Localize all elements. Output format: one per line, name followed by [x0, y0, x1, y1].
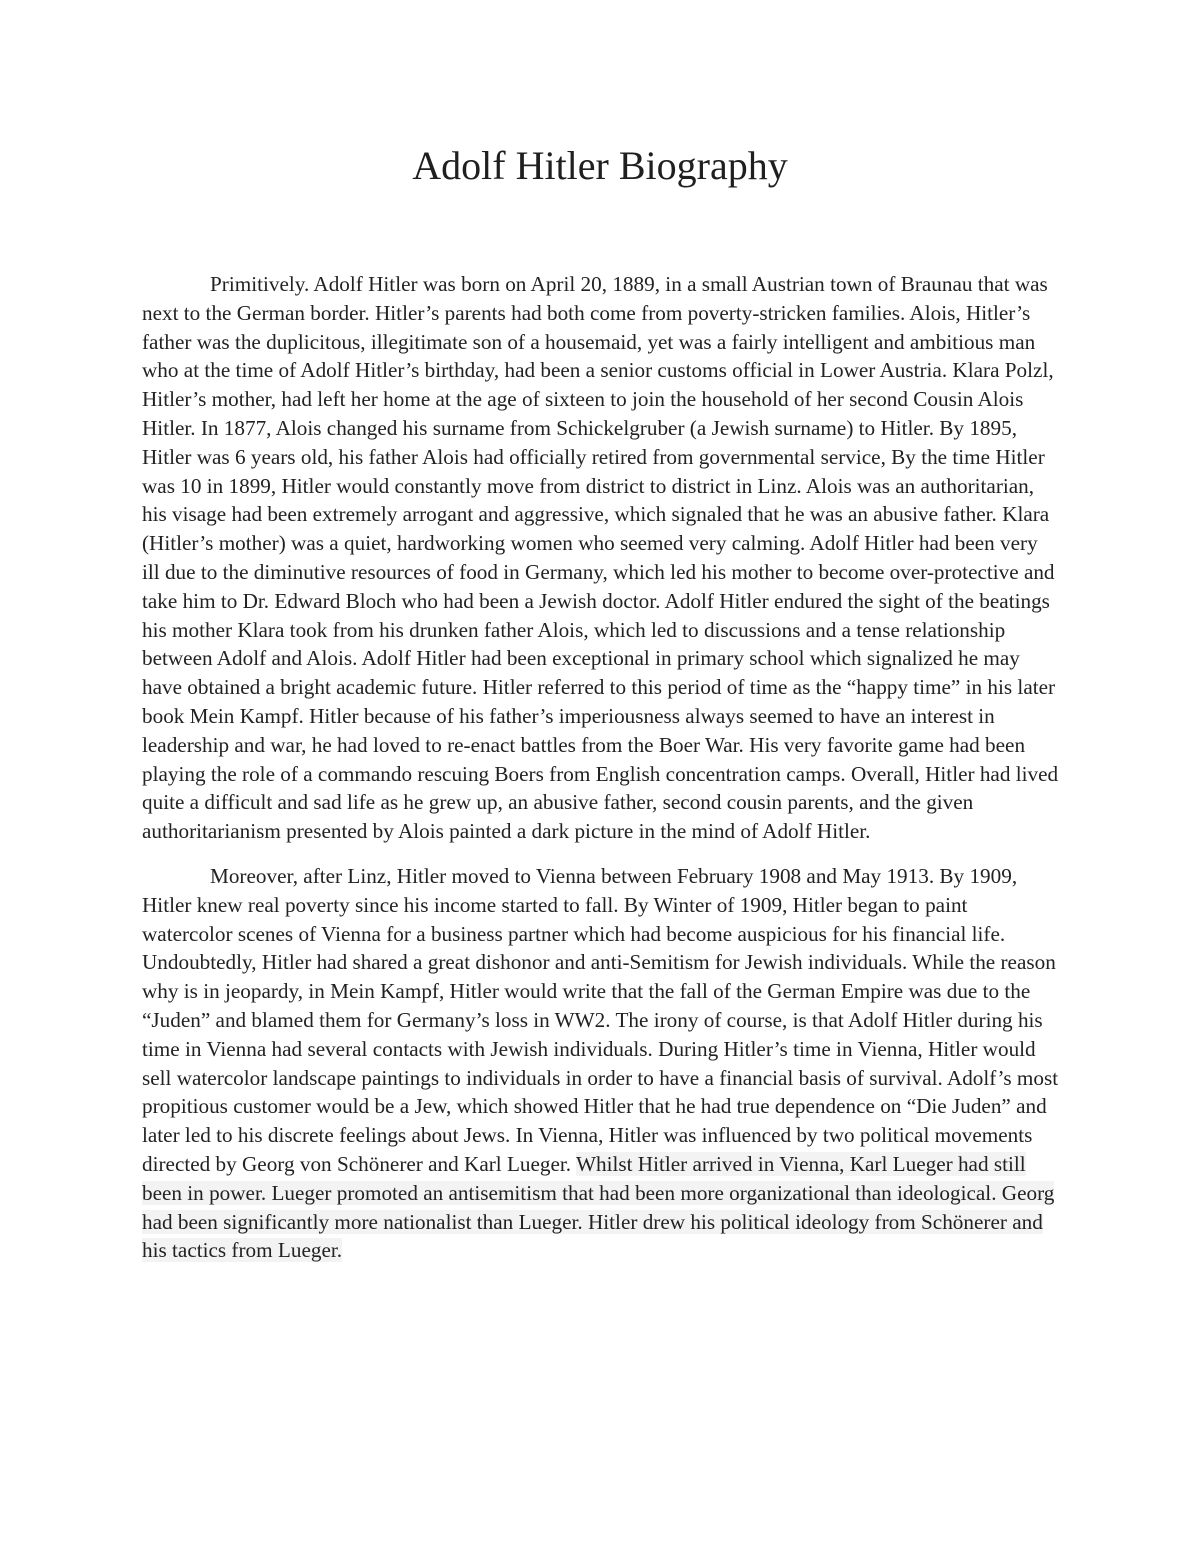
paragraph-vienna-highlighted-text: Whilst Hitler arrived in Vienna, Karl Lueger had still been in power. Lueger promoted an antisemitism that had been more organizational than ideological. Georg had been significantly more nationalist than Lueger. Hitler drew his political ideology from Schönerer and his tactics from Lueger.	[142, 1151, 1055, 1263]
paragraph-early-life: Primitively. Adolf Hitler was born on April 20, 1889, in a small Austrian town of Braunau that was next to the German border. Hitler’s parents had both come from poverty-stricken families. Alois, Hitler’s father was the duplicitous, illegitimate son of a housemaid, yet was a fairly intelligent and ambitious man who at the time of Adolf Hitler’s birthday, had been a senior customs official in Lower Austria. Klara Polzl, Hitler’s mother, had left her home at the age of sixteen to join the household of her second Cousin Alois Hitler. In 1877, Alois changed his surname from Schickelgruber (a Jewish surname) to Hitler. By 1895, Hitler was 6 years old, his father Alois had officially retired from governmental service, By the time Hitler was 10 in 1899, Hitler would constantly move from district to district in Linz. Alois was an authoritarian, his visage had been extremely arrogant and aggressive, which signaled that he was an abusive father. Klara (Hitler’s mother) was a quiet, hardworking women who seemed very calming. Adolf Hitler had been very ill due to the diminutive resources of food in Germany, which led his mother to become over-protective and take him to Dr. Edward Bloch who had been a Jewish doctor. Adolf Hitler endured the sight of the beatings his mother Klara took from his drunken father Alois, which led to discussions and a tense relationship between Adolf and Alois. Adolf Hitler had been exceptional in primary school which signalized he may have obtained a bright academic future. Hitler referred to this period of time as the “happy time” in his later book Mein Kampf. Hitler because of his father’s imperiousness always seemed to have an interest in leadership and war, he had loved to re-enact battles from the Boer War. His very favorite game had been playing the role of a commando rescuing Boers from English concentration camps. Overall, Hitler had lived quite a difficult and sad life as he grew up, an abusive father, second cousin parents, and the given authoritarianism presented by Alois painted a dark picture in the mind of Adolf Hitler.	[142, 272, 1059, 844]
document-title: Adolf Hitler Biography	[412, 143, 788, 188]
paragraph-vienna	[142, 862, 1060, 1265]
paragraph-vienna-text: Moreover, after Linz, Hitler moved to Vienna between February 1908 and May 1913. By 1909, Hitler knew real poverty since his income started to fall. By Winter of 1909, Hitler began to paint watercolor scenes of Vienna for a business partner which had become auspicious for his financial life. Undoubtedly, Hitler had shared a great dishonor and anti-Semitism for Jewish individuals. While the reason why is in jeopardy, in Mein Kampf, Hitler would write that the fall of the German Empire was due to the “Juden” and blamed them for Germany’s loss in WW2. The irony of course, is that Adolf Hitler during his time in Vienna had several contacts with Jewish individuals. During Hitler’s time in Vienna, Hitler would sell watercolor landscape paintings to individuals in order to have a financial basis of survival. Adolf’s most propitious customer would be a Jew, which showed Hitler that he had true dependence on “Die Juden” and later led to his discrete feelings about Jews. In Vienna, Hitler was influenced by two political movements directed by Georg von Schönerer and Karl Lueger.	[142, 863, 1059, 1176]
document-body	[142, 270, 1060, 1281]
